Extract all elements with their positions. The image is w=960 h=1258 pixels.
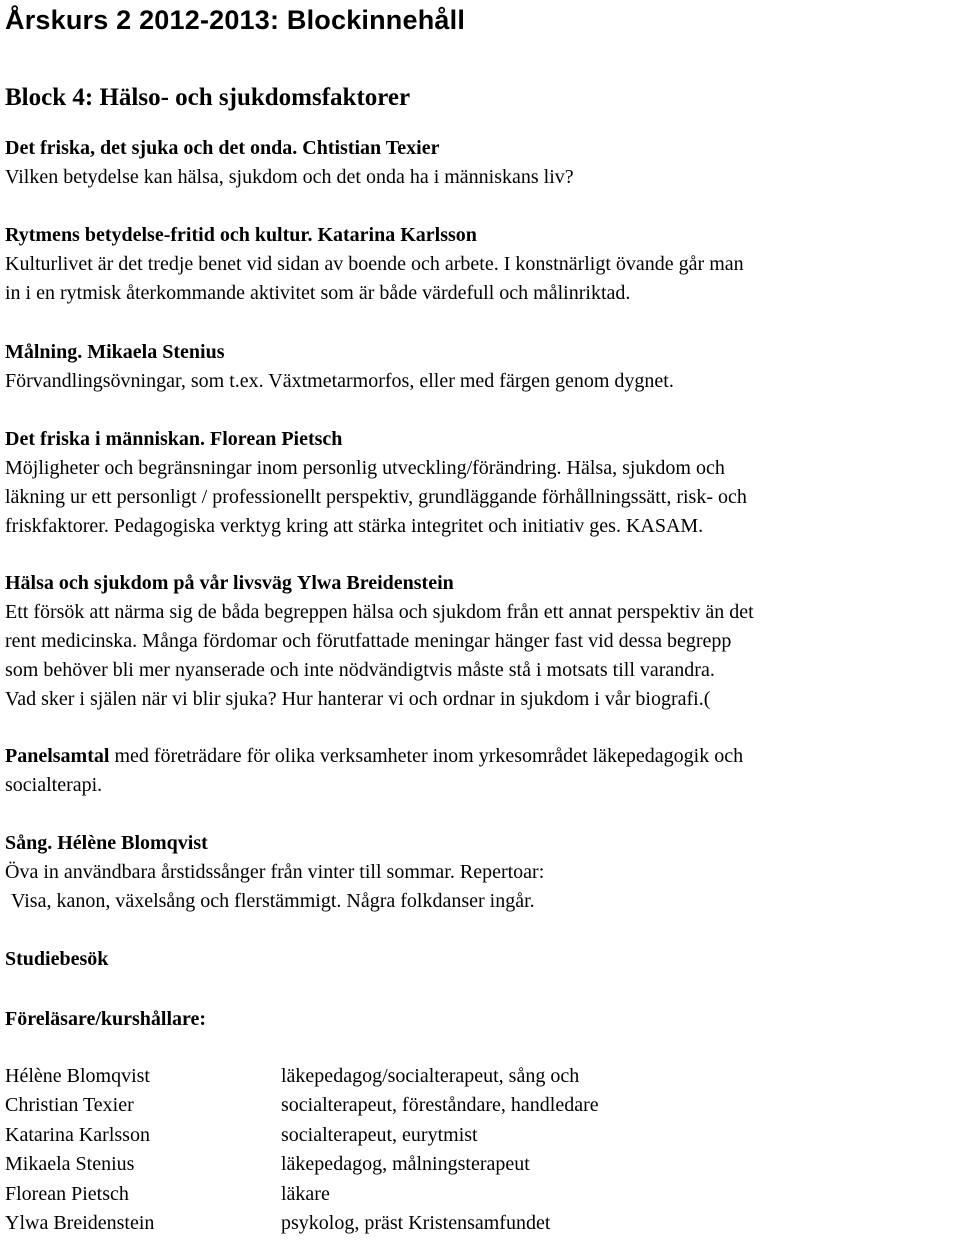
section-body-inline: med företrädare för olika verksamheter inom yrkesområdet läkepedagogik och [109, 745, 744, 767]
lecturer-name: Hélène Blomqvist [5, 1065, 150, 1087]
document-page [5, 0, 957, 1238]
lecturer-role: socialterapeut, eurytmist [281, 1123, 478, 1146]
section-rytmens-betydelse [5, 221, 957, 308]
lecturer-role: läkepedagog/socialterapeut, sång och [281, 1065, 580, 1087]
section-det-friska-i-manniskan [5, 425, 957, 541]
section-sang [5, 829, 957, 916]
section-det-friska-det-sjuka [5, 134, 957, 192]
section-body-line: Vad sker i själen när vi blir sjuka? Hur hanterar vi och ordnar in sjukdom i vår biografi.( [5, 688, 711, 710]
section-panelsamtal [5, 742, 957, 800]
section-body-line: Möjligheter och begränsningar inom personlig utveckling/förändring. Hälsa, sjukdom och [5, 457, 725, 479]
section-body-line: Visa, kanon, växelsång och flerstämmigt. Några folkdanser ingår. [11, 890, 535, 912]
section-malning [5, 338, 957, 396]
lecturer-role: psykolog, präst Kristensamfundet [281, 1212, 551, 1235]
lecturers-table [5, 1062, 957, 1238]
section-body-line: friskfaktorer. Pedagogiska verktyg kring att stärka integritet och initiativ ges. KASAM. [5, 515, 704, 537]
section-teacher: Mikaela Stenius [87, 341, 225, 363]
section-heading-line [5, 829, 957, 858]
section-body-line: in i en rytmisk återkommande aktivitet som är både värdefull och målinriktad. [5, 282, 631, 304]
lecturer-name: Mikaela Stenius [5, 1153, 135, 1176]
page-title: Årskurs 2 2012-2013: Blockinnehåll [5, 5, 466, 35]
section-teacher: Katarina Karlsson [317, 224, 477, 246]
lecturer-name: Ylwa Breidenstein [5, 1212, 155, 1235]
section-heading: Det friska, det sjuka och det onda. [5, 137, 298, 159]
section-heading-line [5, 569, 957, 598]
section-body-line: läkning ur ett personligt / professionellt perspektiv, grundläggande förhållningssätt, risk- och [5, 486, 747, 508]
section-body-line: rent medicinska. Många fördomar och förutfattade meningar hänger fast vid dessa begrepp [5, 630, 732, 652]
lecturer-role: läkare [281, 1182, 330, 1205]
section-heading: Det friska i människan. [5, 428, 206, 450]
section-heading: Målning. [5, 341, 83, 363]
section-teacher: Florean Pietsch [210, 428, 343, 450]
section-heading: Sång. [5, 832, 53, 854]
block-title: Block 4: Hälso- och sjukdomsfaktorer [5, 84, 411, 111]
section-heading-line [5, 134, 957, 163]
section-body-line: socialterapi. [5, 774, 103, 796]
section-body: Förvandlingsövningar, som t.ex. Växtmetarmorfos, eller med färgen genom dygnet. [5, 370, 674, 392]
lecturer-name: Katarina Karlsson [5, 1123, 150, 1146]
lecturers-heading: Föreläsare/kurshållare: [5, 1008, 207, 1030]
section-heading-line [5, 221, 957, 250]
section-body-line: Ett försök att närma sig de båda begreppen hälsa och sjukdom från ett annat perspektiv än det [5, 601, 754, 623]
section-heading-line [5, 338, 957, 367]
section-heading: Hälsa och sjukdom på vår livsväg [5, 572, 292, 594]
section-teacher: Chtistian Texier [302, 137, 440, 159]
lecturer-role: läkepedagog, målningsterapeut [281, 1153, 530, 1176]
lecturer-name: Florean Pietsch [5, 1182, 129, 1205]
studiebesok-heading-wrap [5, 945, 957, 974]
lecturer-name: Christian Texier [5, 1094, 134, 1117]
lecturer-role: socialterapeut, föreståndare, handledare [281, 1094, 599, 1117]
section-body-line: Öva in användbara årstidssånger från vinter till sommar. Repertoar: [5, 861, 545, 883]
section-body-line [5, 742, 957, 771]
lecturers-heading-wrap [5, 1005, 957, 1034]
section-halsa-och-sjukdom [5, 569, 957, 714]
section-body-line: Kulturlivet är det tredje benet vid sidan av boende och arbete. I konstnärligt övande går man [5, 253, 744, 275]
section-body: Vilken betydelse kan hälsa, sjukdom och det onda ha i människans liv? [5, 166, 574, 188]
section-heading-line [5, 425, 957, 454]
section-heading: Panelsamtal [5, 745, 110, 767]
section-teacher: Hélène Blomqvist [57, 832, 208, 854]
studiebesok-heading: Studiebesök [5, 948, 109, 970]
section-teacher: Ylwa Breidenstein [296, 572, 454, 594]
section-body-line: som behöver bli mer nyanserade och inte nödvändigtvis måste stå i motsats till varandra. [5, 659, 715, 681]
section-heading: Rytmens betydelse-fritid och kultur. [5, 224, 313, 246]
